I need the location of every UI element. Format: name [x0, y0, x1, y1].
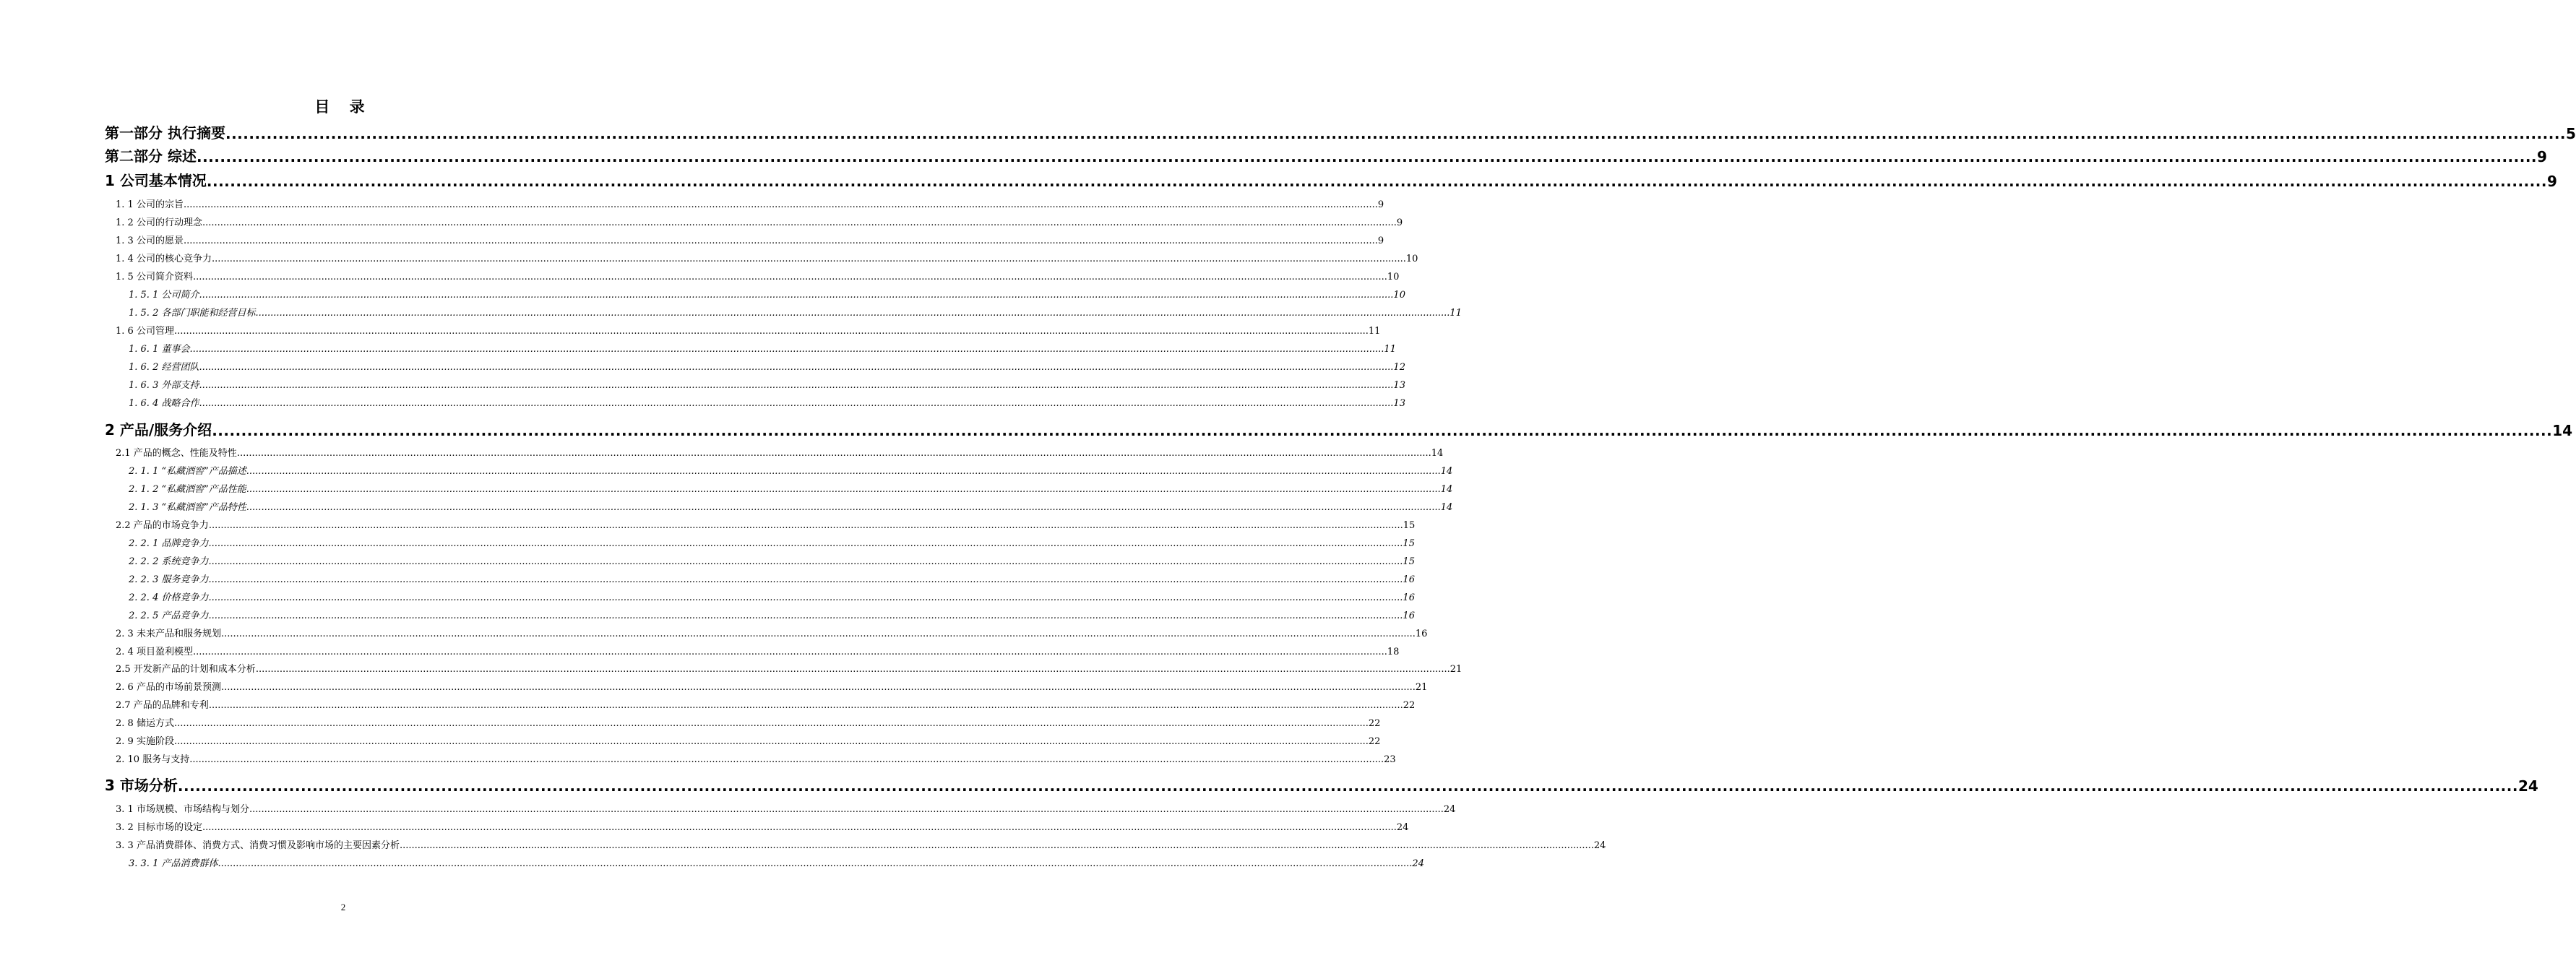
toc-entry-label: 2. 2. 5 产品竞争力: [129, 610, 209, 621]
toc-leader-dots: ................................................................................................................................................................................................................................................................................................................................................................................................................: [246, 502, 1441, 513]
toc-entry[interactable]: [116, 626, 1428, 639]
page-title: 目 录: [314, 98, 372, 116]
toc-entry-page: 16: [1403, 574, 1415, 585]
toc-leader-dots: ................................................................................................................................................................................................................................................................................................................................................................................................................: [192, 272, 1387, 282]
toc-leader-dots: ................................................................................................................................................................................................................................................................................................................................................................................................................: [202, 822, 1397, 833]
toc-entry-page: 15: [1403, 520, 1416, 531]
toc-entry-page: 9: [1377, 236, 1384, 246]
toc-entry-label: 2.7 产品的品牌和专利: [116, 700, 209, 711]
toc-leader-dots: ................................................................................................................................................................................................................................................................................................................................................................................................................: [199, 398, 1394, 409]
toc-leader-dots: ................................................................................................................................................................................................................................................................................................................................................................................................................: [199, 362, 1394, 373]
toc-leader-dots: ................................................................................................................................................................................................................................................................................................................................................................................................................: [199, 380, 1394, 391]
toc-entry[interactable]: [105, 774, 2538, 795]
toc-entry-page: 10: [1387, 272, 1400, 282]
toc-entry[interactable]: [105, 170, 2557, 190]
toc-leader-dots: ................................................................................................................................................................................................................................................................................................................................................................................................................: [246, 466, 1441, 477]
toc-entry-label: 2.1 产品的概念、性能及特性: [116, 448, 237, 459]
toc-entry-page: 24: [1443, 804, 1456, 815]
toc-entry-page: 22: [1368, 718, 1381, 729]
toc-entry[interactable]: [116, 233, 1384, 246]
toc-entry-label: 2. 2. 1 品牌竞争力: [129, 538, 209, 549]
toc-entry-label: 1. 6 公司管理: [116, 326, 174, 337]
toc-entry-label: 1. 5. 1 公司简介: [129, 290, 199, 301]
toc-entry-label: 2. 3 未来产品和服务规划: [116, 629, 221, 639]
toc-entry-label: 1. 6. 1 董事会: [129, 344, 190, 355]
toc-entry-label: 2. 10 服务与支持: [116, 754, 190, 765]
toc-entry[interactable]: [129, 482, 1453, 495]
toc-entry-page: 14: [1440, 466, 1453, 477]
toc-entry[interactable]: [116, 518, 1416, 531]
toc-entry-label: 2. 1. 2 “私藏酒窖”产品性能: [129, 484, 246, 495]
toc-leader-dots: ................................................................................................................................................................................................................................................................................................................................................................................................................: [208, 592, 1403, 603]
toc-entry-page: 23: [1384, 754, 1396, 765]
toc-entry-label: 2. 8 储运方式: [116, 718, 174, 729]
toc-leader-dots: ................................................................................................................................................................................................................................................................................................................................................................................................................: [177, 777, 2518, 795]
toc-entry-label: 1. 5 公司简介资料: [116, 272, 193, 282]
toc-entry-page: 9: [1377, 199, 1384, 210]
toc-leader-dots: ................................................................................................................................................................................................................................................................................................................................................................................................................: [206, 173, 2547, 190]
toc-entry[interactable]: [116, 820, 1409, 833]
toc-entry-label: 2.2 产品的市场竞争力: [116, 520, 209, 531]
toc-leader-dots: ................................................................................................................................................................................................................................................................................................................................................................................................................: [211, 254, 1406, 264]
toc-entry-page: 16: [1403, 592, 1415, 603]
toc-entry-page: 11: [1368, 326, 1381, 337]
toc-entry[interactable]: [116, 802, 1456, 815]
toc-leader-dots: ................................................................................................................................................................................................................................................................................................................................................................................................................: [208, 538, 1403, 549]
toc-leader-dots: ................................................................................................................................................................................................................................................................................................................................................................................................................: [173, 326, 1369, 337]
toc-leader-dots: ................................................................................................................................................................................................................................................................................................................................................................................................................: [208, 556, 1403, 567]
toc-leader-dots: ................................................................................................................................................................................................................................................................................................................................................................................................................: [189, 754, 1384, 765]
toc-entry[interactable]: [105, 419, 2573, 439]
toc-entry-page: 24: [1593, 840, 1606, 851]
toc-entry-page: 24: [1412, 858, 1424, 869]
toc-leader-dots: ................................................................................................................................................................................................................................................................................................................................................................................................................: [220, 629, 1416, 639]
toc-entry[interactable]: [116, 680, 1428, 693]
toc-entry-page: 9: [2537, 148, 2547, 165]
toc-entry-label: 3. 3. 1 产品消费群体: [129, 858, 218, 869]
toc-entry-page: 15: [1403, 538, 1415, 549]
toc-entry[interactable]: [116, 251, 1418, 264]
toc-entry-label: 1. 6. 2 经营团队: [129, 362, 199, 373]
toc-leader-dots: ................................................................................................................................................................................................................................................................................................................................................................................................................: [246, 484, 1441, 495]
toc-entry[interactable]: [116, 716, 1381, 729]
toc-entry-page: 14: [1440, 502, 1453, 513]
toc-leader-dots: ................................................................................................................................................................................................................................................................................................................................................................................................................: [217, 858, 1413, 869]
toc-leader-dots: ................................................................................................................................................................................................................................................................................................................................................................................................................: [196, 148, 2538, 165]
toc-entry[interactable]: [129, 856, 1424, 869]
toc-entry[interactable]: [116, 324, 1381, 337]
toc-entry-label: 1. 5. 2 各部门职能和经营目标: [129, 308, 256, 319]
toc-leader-dots: ................................................................................................................................................................................................................................................................................................................................................................................................................: [212, 422, 2553, 439]
toc-entry-label: 2. 2. 2 系统竞争力: [129, 556, 209, 567]
toc-entry-label: 2.5 开发新产品的计划和成本分析: [116, 664, 256, 675]
toc-leader-dots: ................................................................................................................................................................................................................................................................................................................................................................................................................: [225, 125, 2567, 142]
toc-entry-label: 2. 2. 4 价格竞争力: [129, 592, 209, 603]
toc-entry[interactable]: [116, 734, 1381, 747]
toc-entry-label: 2 产品/服务介绍: [105, 421, 212, 439]
toc-entry[interactable]: [129, 500, 1453, 513]
toc-leader-dots: ................................................................................................................................................................................................................................................................................................................................................................................................................: [183, 199, 1378, 210]
toc-entry-page: 16: [1403, 610, 1415, 621]
toc-entry-label: 2. 6 产品的市场前景预测: [116, 682, 221, 693]
toc-entry-label: 1. 4 公司的核心竞争力: [116, 254, 212, 264]
toc-entry-page: 11: [1449, 308, 1462, 319]
toc-entry[interactable]: [129, 342, 1396, 355]
toc-entry[interactable]: [129, 378, 1405, 391]
toc-entry-page: 9: [1396, 217, 1403, 228]
toc-entry-label: 2. 1. 3 “私藏酒窖”产品特性: [129, 502, 246, 513]
toc-leader-dots: ................................................................................................................................................................................................................................................................................................................................................................................................................: [208, 700, 1403, 711]
toc-leader-dots: ................................................................................................................................................................................................................................................................................................................................................................................................................: [199, 290, 1394, 301]
toc-leader-dots: ................................................................................................................................................................................................................................................................................................................................................................................................................: [255, 308, 1450, 319]
toc-entry[interactable]: [105, 145, 2547, 165]
toc-entry-page: 21: [1449, 664, 1463, 675]
toc-leader-dots: ................................................................................................................................................................................................................................................................................................................................................................................................................: [399, 840, 1594, 851]
toc-entry-label: 3. 1 市场规模、市场结构与划分: [116, 804, 249, 815]
page-number: 2: [340, 902, 346, 912]
toc-entry-page: 21: [1415, 682, 1428, 693]
toc-entry-page: 18: [1387, 647, 1400, 657]
toc-entry-label: 1. 3 公司的愿景: [116, 236, 184, 246]
toc-entry-label: 1 公司基本情况: [105, 172, 207, 189]
toc-entry[interactable]: [129, 590, 1415, 603]
toc-entry-page: 12: [1393, 362, 1405, 373]
toc-entry[interactable]: [129, 608, 1415, 621]
toc-entry-label: 第二部分 综述: [105, 147, 197, 165]
toc-entry-page: 10: [1405, 254, 1418, 264]
toc-entry-label: 2. 4 项目盈利模型: [116, 647, 193, 657]
toc-entry-label: 1. 2 公司的行动理念: [116, 217, 202, 228]
toc-entry[interactable]: [116, 838, 1606, 851]
toc-entry[interactable]: [116, 446, 1444, 459]
toc-entry-page: 11: [1384, 344, 1396, 355]
toc-entry-label: 第一部分 执行摘要: [105, 124, 225, 142]
toc-entry[interactable]: [129, 288, 1405, 301]
toc-leader-dots: ................................................................................................................................................................................................................................................................................................................................................................................................................: [208, 520, 1403, 531]
toc-entry-page: 14: [2552, 422, 2573, 439]
toc-entry[interactable]: [129, 360, 1405, 373]
toc-entry-label: 2. 1. 1 “私藏酒窖”产品描述: [129, 466, 246, 477]
toc-entry-label: 1. 6. 3 外部支持: [129, 380, 199, 391]
toc-entry-label: 1. 6. 4 战略合作: [129, 398, 199, 409]
toc-entry[interactable]: [116, 215, 1403, 228]
toc-leader-dots: ................................................................................................................................................................................................................................................................................................................................................................................................................: [208, 574, 1403, 585]
toc-entry-page: 9: [2546, 173, 2557, 190]
toc-entry-page: 5: [2566, 125, 2576, 142]
toc-leader-dots: ................................................................................................................................................................................................................................................................................................................................................................................................................: [202, 217, 1397, 228]
toc-entry[interactable]: [129, 306, 1462, 319]
toc-leader-dots: ................................................................................................................................................................................................................................................................................................................................................................................................................: [183, 236, 1378, 246]
toc-leader-dots: ................................................................................................................................................................................................................................................................................................................................................................................................................: [236, 448, 1431, 459]
toc-leader-dots: ................................................................................................................................................................................................................................................................................................................................................................................................................: [208, 610, 1403, 621]
toc-leader-dots: ................................................................................................................................................................................................................................................................................................................................................................................................................: [249, 804, 1444, 815]
toc-entry-page: 13: [1393, 380, 1405, 391]
toc-entry-label: 3. 2 目标市场的设定: [116, 822, 202, 833]
toc-leader-dots: ................................................................................................................................................................................................................................................................................................................................................................................................................: [220, 682, 1416, 693]
toc-entry-page: 14: [1440, 484, 1453, 495]
toc-entry-page: 14: [1431, 448, 1444, 459]
toc-leader-dots: ................................................................................................................................................................................................................................................................................................................................................................................................................: [192, 647, 1387, 657]
toc-entry-label: 2. 2. 3 服务竞争力: [129, 574, 209, 585]
toc-entry-page: 10: [1393, 290, 1405, 301]
toc-entry[interactable]: [129, 536, 1415, 549]
toc-entry[interactable]: [129, 572, 1415, 585]
toc-entry[interactable]: [129, 396, 1405, 409]
toc-leader-dots: ................................................................................................................................................................................................................................................................................................................................................................................................................: [189, 344, 1384, 355]
toc-entry[interactable]: [116, 644, 1400, 657]
toc-entry[interactable]: [129, 554, 1415, 567]
toc-entry-label: 2. 9 实施阶段: [116, 736, 174, 747]
toc-entry[interactable]: [116, 698, 1416, 711]
toc-entry-label: 1. 1 公司的宗旨: [116, 199, 184, 210]
toc-entry-page: 13: [1393, 398, 1405, 409]
toc-entry-page: 16: [1415, 629, 1428, 639]
toc-leader-dots: ................................................................................................................................................................................................................................................................................................................................................................................................................: [173, 736, 1369, 747]
toc-entry-label: 3. 3 产品消费群体、消费方式、消费习惯及影响市场的主要因素分析: [116, 840, 400, 851]
toc-entry[interactable]: [116, 662, 1463, 675]
toc-leader-dots: ................................................................................................................................................................................................................................................................................................................................................................................................................: [173, 718, 1369, 729]
toc-entry-page: 15: [1403, 556, 1415, 567]
toc-entry[interactable]: [129, 464, 1453, 477]
toc-entry[interactable]: [116, 269, 1400, 282]
toc-entry-page: 22: [1368, 736, 1381, 747]
toc-entry[interactable]: [105, 122, 2576, 142]
toc-entry-label: 3 市场分析: [105, 777, 178, 794]
toc-leader-dots: ................................................................................................................................................................................................................................................................................................................................................................................................................: [255, 664, 1450, 675]
toc-entry-page: 24: [1396, 822, 1409, 833]
toc-entry[interactable]: [116, 197, 1384, 210]
toc-entry[interactable]: [116, 752, 1396, 765]
toc-entry-page: 24: [2517, 777, 2538, 795]
toc-entry-page: 22: [1403, 700, 1416, 711]
